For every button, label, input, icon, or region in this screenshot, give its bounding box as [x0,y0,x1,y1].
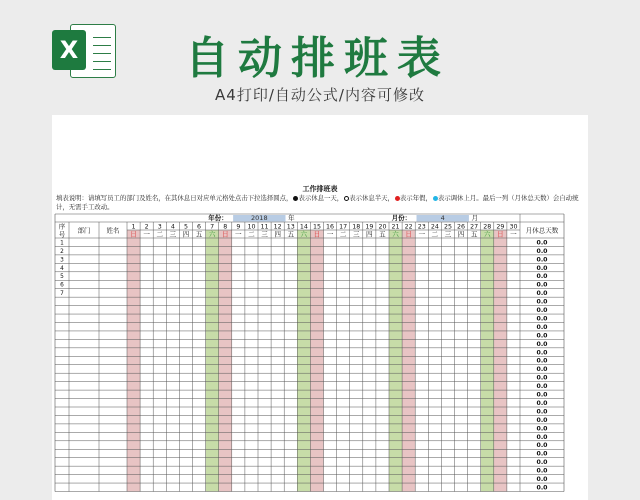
row-total: 0.0 [536,256,548,264]
day-number: 23 [417,223,426,231]
weekday-label: 四 [274,230,281,239]
instructions-half: 表示休息半天， [349,194,394,202]
row-total: 0.0 [536,391,548,399]
row-total: 0.0 [536,323,548,331]
row-total: 0.0 [536,399,548,407]
row-total: 0.0 [536,264,548,272]
weekend-column-fill [389,230,402,492]
row-total: 0.0 [536,290,548,298]
header-seq-2: 号 [58,230,66,239]
row-total: 0.0 [536,383,548,391]
banner-subtitle: A4打印/自动公式/内容可修改 [215,86,425,104]
year-value: 2018 [251,214,268,223]
weekend-column-fill [310,230,323,492]
instructions-adjust: 表示调休上月。最后一列（月休总天数）会自动统计，无需手工改动。 [56,194,579,211]
row-number: 5 [60,274,64,281]
row-total: 0.0 [536,349,548,357]
day-number: 17 [339,223,348,231]
row-total: 0.0 [536,357,548,365]
row-total: 0.0 [536,298,548,306]
weekday-label: 日 [497,230,504,239]
weekday-label: 三 [261,230,268,239]
day-number: 30 [509,223,518,231]
row-total: 0.0 [536,484,548,492]
weekday-label: 六 [300,230,308,239]
day-number: 27 [470,223,479,231]
row-total: 0.0 [536,476,548,484]
weekday-label: 五 [379,230,386,239]
excel-logo-icon [52,20,116,80]
weekend-column-fill [494,230,507,492]
row-number: 3 [60,257,64,264]
row-total: 0.0 [536,425,548,433]
instructions-prefix: 填表说明：请填写员工的部门及姓名，在其休息日对应单元格处点击下拉选择圆点， [56,194,293,202]
day-number: 14 [299,223,308,231]
weekday-label: 二 [431,230,439,239]
weekday-label: 日 [221,230,229,239]
weekday-label: 四 [366,230,373,239]
banner [0,0,640,115]
row-number: 2 [60,248,64,255]
weekday-label: 日 [405,230,412,239]
instructions-full: 表示休息一天， [298,194,344,202]
day-number: 24 [430,223,439,231]
weekend-column-fill [206,230,219,492]
row-total: 0.0 [536,239,548,247]
day-number: 10 [247,223,256,231]
day-number: 3 [157,223,162,231]
row-total: 0.0 [536,307,548,315]
day-number: 19 [365,223,374,231]
day-number: 6 [197,223,202,231]
row-total: 0.0 [536,459,548,467]
year-label: 年份： [208,214,228,223]
weekday-label: 四 [182,230,190,239]
weekday-label: 六 [483,230,491,239]
row-total: 0.0 [536,340,548,348]
weekday-label: 三 [352,230,360,239]
row-number: 1 [60,240,64,247]
header-name: 姓名 [106,226,120,235]
row-total: 0.0 [536,374,548,382]
row-total: 0.0 [536,408,548,416]
spreadsheet-page [52,115,588,500]
day-number: 26 [457,223,466,231]
header-total: 月休总天数 [525,226,559,235]
day-number: 11 [260,223,269,231]
row-total: 0.0 [536,442,548,450]
weekend-column-fill [481,230,494,492]
row-number: 6 [60,282,64,289]
day-number: 7 [210,223,215,231]
day-number: 15 [312,223,321,231]
day-number: 5 [183,223,188,231]
row-total: 0.0 [536,467,548,475]
excel-logo-letter: X [52,30,86,70]
weekday-label: 五 [195,230,203,239]
weekday-label: 一 [418,230,426,239]
sheet-title: 工作排班表 [302,185,338,193]
weekend-column-fill [219,230,232,492]
year-suffix: 年 [288,214,295,223]
weekday-label: 四 [457,230,465,239]
row-total: 0.0 [536,332,548,340]
weekend-column-fill [297,230,310,492]
weekday-label: 一 [510,230,517,239]
row-number: 4 [60,265,64,272]
row-total: 0.0 [536,247,548,255]
month-suffix: 月 [471,214,479,223]
weekday-label: 一 [326,230,334,239]
row-number: 7 [60,291,64,298]
day-number: 8 [223,223,228,231]
day-number: 29 [496,223,505,231]
day-number: 22 [404,223,413,231]
weekday-label: 日 [313,230,321,239]
row-total: 0.0 [536,433,548,441]
instructions-leave: 表示年假， [399,194,432,202]
day-number: 18 [352,223,361,231]
row-total: 0.0 [536,273,548,281]
row-total: 0.0 [536,281,548,289]
weekday-label: 六 [208,230,216,239]
row-total: 0.0 [536,450,548,458]
day-number: 13 [286,223,295,231]
banner-title: 自动排班表 [185,33,450,84]
row-total: 0.0 [536,315,548,323]
day-number: 21 [391,223,400,231]
weekend-column-fill [127,230,140,492]
day-number: 12 [273,223,282,231]
weekday-label: 五 [470,230,478,239]
weekday-label: 一 [235,230,242,239]
day-number: 9 [236,223,241,231]
day-number: 28 [483,223,492,231]
weekday-label: 五 [287,230,295,239]
header-dept: 部门 [77,226,91,235]
weekday-label: 一 [143,230,150,239]
header-seq: 序 [58,222,66,231]
row-total: 0.0 [536,366,548,374]
day-number: 1 [131,223,136,231]
weekday-label: 三 [169,230,177,239]
day-number: 25 [443,223,452,231]
weekday-label: 二 [339,230,347,239]
month-value: 4 [440,214,445,223]
weekday-label: 六 [392,230,399,239]
row-total: 0.0 [536,416,548,424]
schedule-grid [52,115,588,500]
day-number: 20 [378,223,387,231]
day-number: 4 [170,223,175,231]
month-label: 月份： [391,214,412,223]
weekend-column-fill [402,230,415,492]
weekday-label: 三 [444,230,452,239]
weekday-label: 日 [130,230,137,239]
weekday-label: 二 [248,230,255,239]
day-number: 2 [144,223,149,231]
day-number: 16 [326,223,335,231]
weekday-label: 二 [156,230,164,239]
